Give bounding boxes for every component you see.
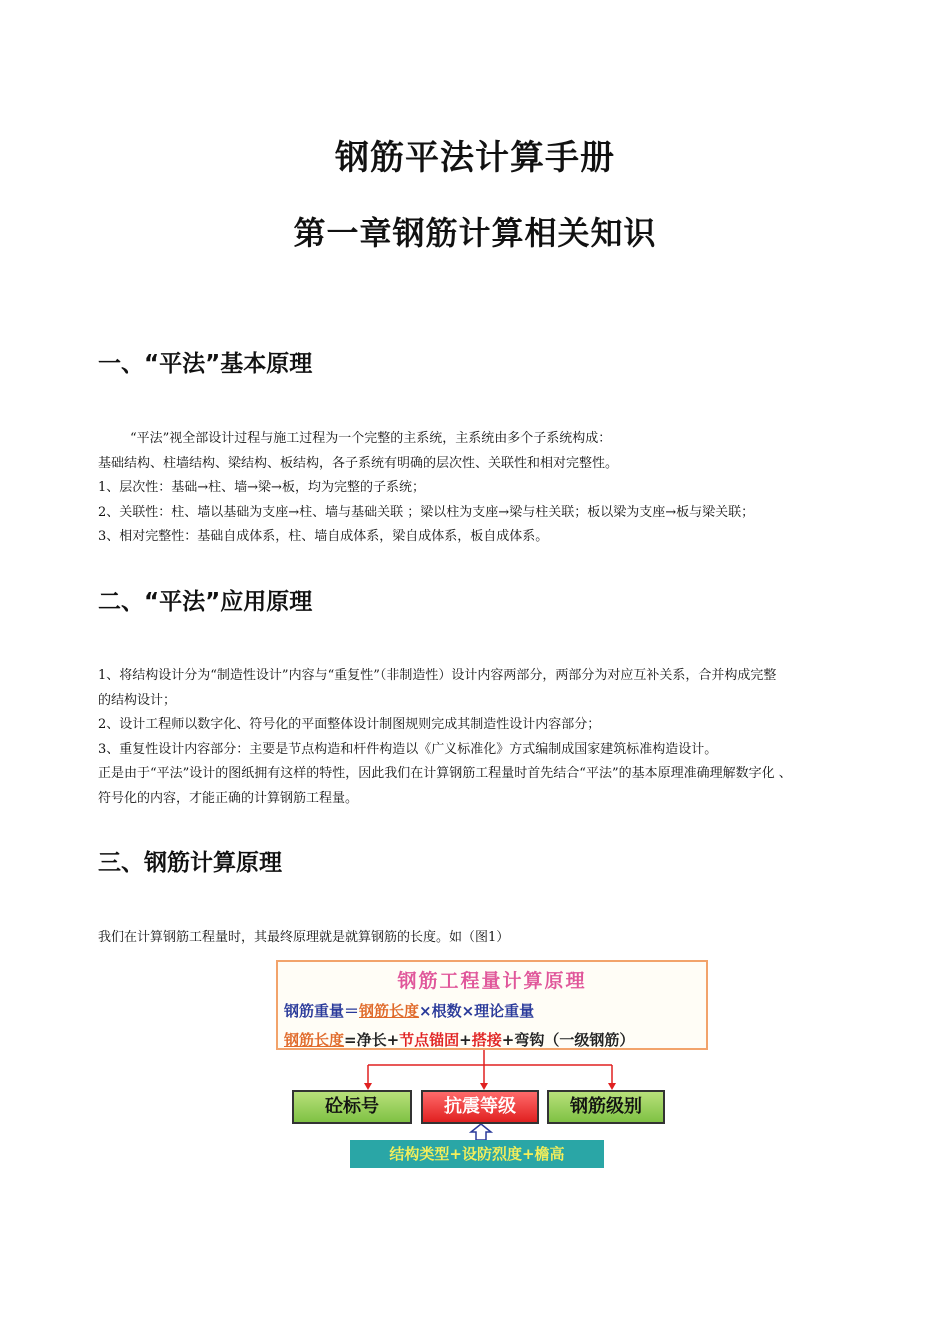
box-structure-factors: 结构类型+设防烈度+檐高: [350, 1140, 604, 1168]
figure-rebar-principle: [256, 957, 720, 1182]
chapter-title: 第一章钢筋计算相关知识: [293, 214, 657, 252]
paragraph-line: 2、设计工程师以数字化、符号化的平面整体设计制图规则完成其制造性设计内容部分；: [98, 717, 601, 732]
section-2-body: [98, 664, 888, 811]
formula-text: +: [459, 1031, 472, 1049]
formula-text: 钢筋长度: [359, 1002, 420, 1020]
formula-text: 搭接: [471, 1031, 502, 1049]
section-heading-1: 一、“平法”基本原理: [98, 351, 313, 377]
section-heading-2: 二、“平法”应用原理: [98, 589, 313, 615]
formula-text: ×根数×理论重量: [419, 1002, 535, 1020]
formula-text: 钢筋重量＝: [284, 1002, 360, 1020]
paragraph-line: “平法”视全部设计过程与施工过程为一个完整的主系统，主系统由多个子系统构成：: [130, 431, 612, 446]
document-title: 钢筋平法计算手册: [335, 138, 615, 178]
formula-text: 节点锚固: [399, 1031, 460, 1049]
section-heading-3: 三、钢筋计算原理: [98, 850, 282, 876]
formula-text: 钢筋长度: [284, 1031, 345, 1049]
paragraph-line: 正是由于“平法”设计的图纸拥有这样的特性，因此我们在计算钢筋工程量时首先结合“平法”的基本原理准确理解数字化 、: [98, 766, 792, 781]
box-seismic-grade: 抗震等级: [421, 1090, 539, 1124]
figure-title: 钢筋工程量计算原理: [397, 970, 587, 992]
paragraph-line: 1、层次性：基础→柱、墙→梁→板，均为完整的子系统；: [98, 480, 425, 495]
formula-text: +弯钩（一级钢筋）: [501, 1031, 635, 1049]
paragraph-line: 3、相对完整性：基础自成体系，柱、墙自成体系，梁自成体系，板自成体系。: [98, 529, 549, 544]
box-rebar-grade: 钢筋级别: [547, 1090, 665, 1124]
paragraph-line: 1、将结构设计分为“制造性设计”内容与“重复性”（非制造性）设计内容两部分，两部分为对应互补关系，合并构成完整: [98, 668, 777, 683]
paragraph-line: 符号化的内容，才能正确的计算钢筋工程量。: [98, 790, 359, 806]
section-1-body: [98, 427, 888, 550]
paragraph-line: 2、关联性：柱、墙以基础为支座→柱、墙与基础关联 ；梁以柱为支座→梁与柱关联；板以梁为支座→板与梁关联；: [98, 504, 755, 520]
formula-text: =净长+: [344, 1031, 400, 1049]
section-3-body: [98, 926, 888, 951]
box-concrete-grade: 砼标号: [292, 1090, 412, 1124]
figure-formula-panel: [276, 960, 708, 1050]
paragraph-line: 我们在计算钢筋工程量时，其最终原理就是就算钢筋的长度。如（图1）: [98, 930, 510, 945]
formula-length: [284, 1029, 634, 1050]
paragraph-line: 基础结构、柱墙结构、梁结构、板结构，各子系统有明确的层次性、关联性和相对完整性。: [98, 455, 619, 471]
paragraph-line: 的结构设计；: [98, 692, 177, 708]
formula-weight: [284, 1000, 534, 1021]
paragraph-line: 3、重复性设计内容部分：主要是节点构造和杆件构造以《广义标准化》方式编制成国家建筑标准构造设计。: [98, 741, 718, 757]
